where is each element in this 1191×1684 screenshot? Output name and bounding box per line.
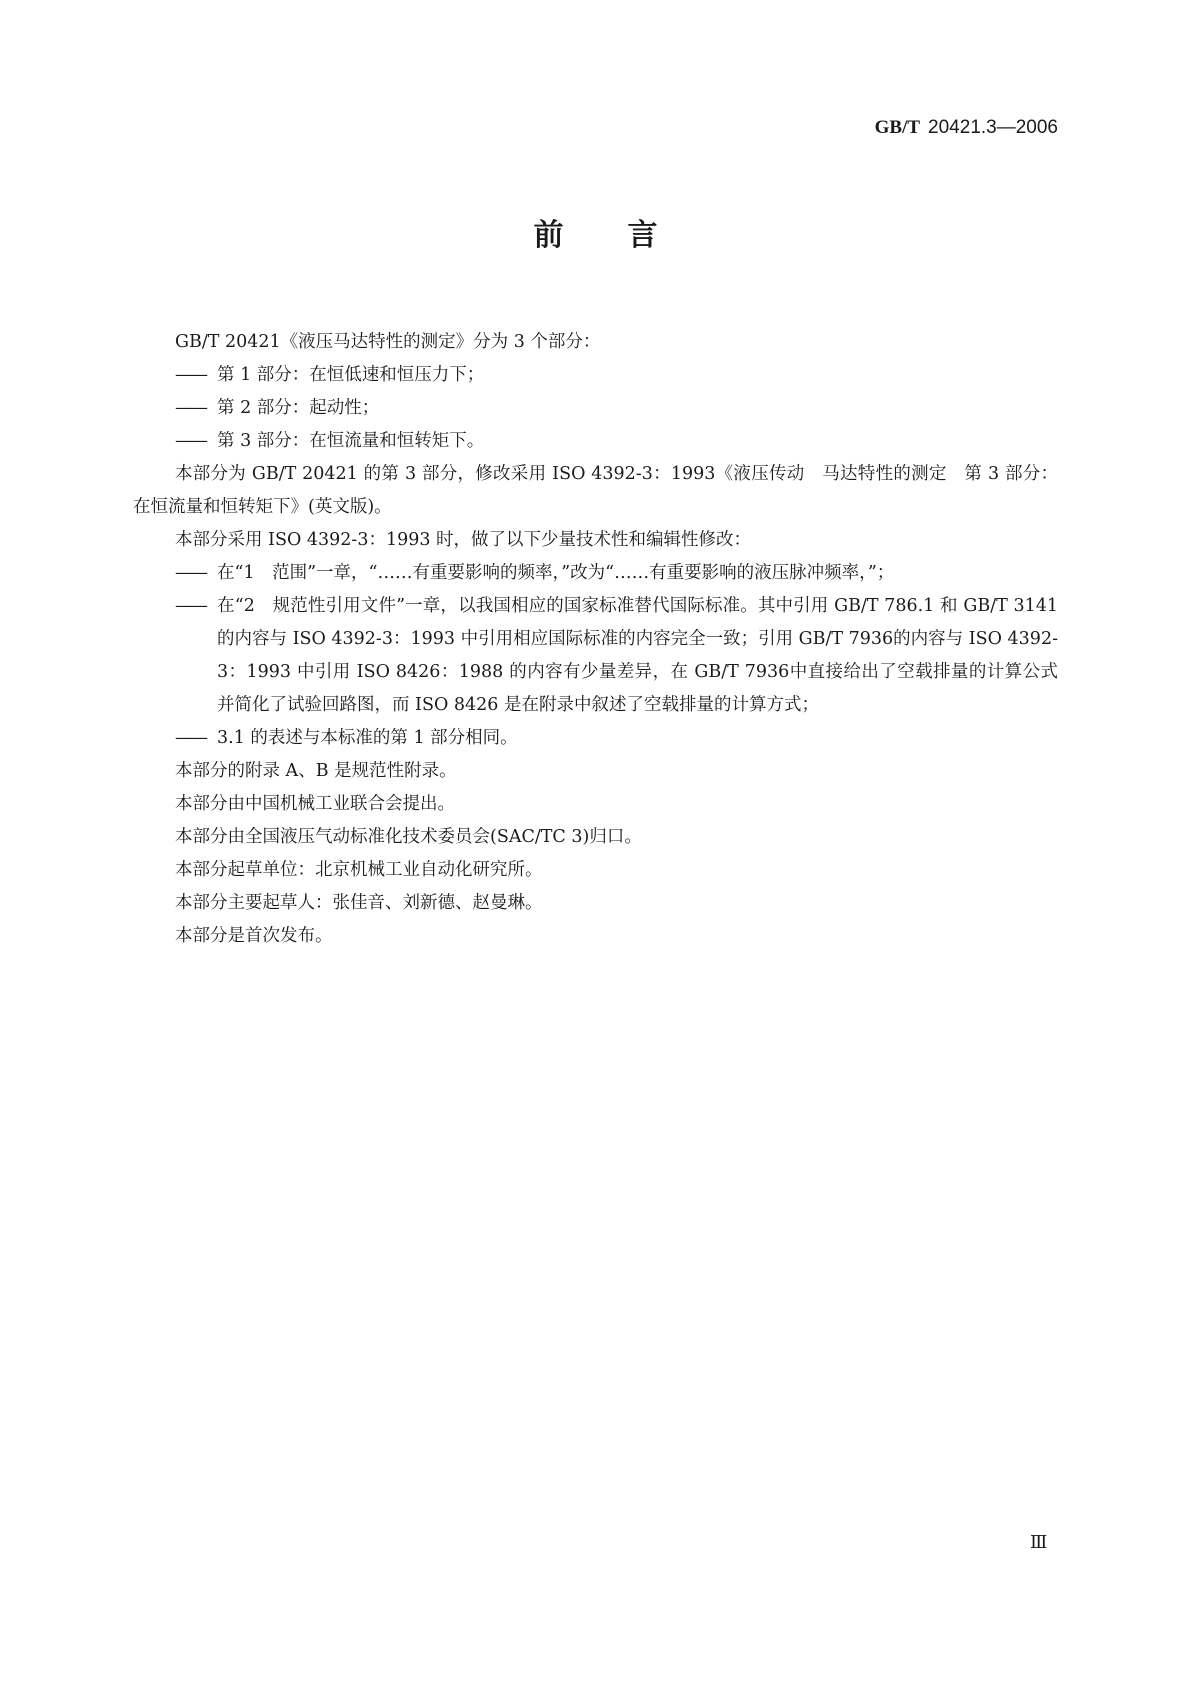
dash: —— xyxy=(175,728,206,748)
paragraph: 本部分是首次发布。 xyxy=(175,926,333,946)
list-item: —— 第 3 部分：在恒流量和恒转矩下。 xyxy=(175,425,1058,458)
paragraph: 本部分采用 ISO 4392-3：1993 时，做了以下少量技术性和编辑性修改： xyxy=(175,530,752,550)
dash: —— xyxy=(175,365,206,385)
list-item: —— 在“2 规范性引用文件”一章，以我国相应的国家标准替代国际标准。其中引用 GB/T 786.1 和 GB/T 3141 的内容与 ISO 4392-3：1993 中引用相应国际标准的内容完全一致；引用 GB/T 7936的内容与 ISO 4392-3：1993 中引用 ISO 8426：1988 的内容有少量差异，在 GB/T 7936中直接给出了空载排量的计算公式并简化了试验回路图，而 ISO 8426 是在附录中叙述了空载排量的计算方式； xyxy=(175,590,1058,722)
list-item: —— 第 1 部分：在恒低速和恒压力下； xyxy=(175,359,1058,392)
dash: —— xyxy=(175,398,206,418)
list-item: —— 在“1 范围”一章，“……有重要影响的频率，”改为“……有重要影响的液压脉冲频率，”； xyxy=(175,557,1058,590)
standard-code: 20421.3—2006 xyxy=(928,117,1058,138)
list-item: —— 第 2 部分：起动性； xyxy=(175,392,1058,425)
foreword-body xyxy=(133,326,1058,953)
paragraph: 本部分由中国机械工业联合会提出。 xyxy=(175,794,455,814)
paragraph: 本部分的附录 A、B 是规范性附录。 xyxy=(175,761,457,781)
list-item: —— 3.1 的表述与本标准的第 1 部分相同。 xyxy=(175,722,1058,755)
standard-number-header xyxy=(875,116,1058,139)
title-char-1: 前 xyxy=(533,218,564,253)
paragraph: 本部分为 GB/T 20421 的第 3 部分，修改采用 ISO 4392-3：1993《液压传动 马达特性的测定 第 3 部分：在恒流量和恒转矩下》(英文版)。 xyxy=(133,464,1058,517)
dash: —— xyxy=(175,596,206,616)
page-number: Ⅲ xyxy=(1030,1532,1048,1552)
standard-prefix: GB/T xyxy=(874,117,921,138)
dash: —— xyxy=(175,563,206,583)
paragraph: 本部分主要起草人：张佳音、刘新德、赵曼琳。 xyxy=(175,893,543,913)
paragraph: GB/T 20421《液压马达特性的测定》分为 3 个部分： xyxy=(175,332,601,352)
page-title xyxy=(0,210,1191,254)
paragraph: 本部分起草单位：北京机械工业自动化研究所。 xyxy=(175,860,543,880)
paragraph: 本部分由全国液压气动标准化技术委员会(SAC/TC 3)归口。 xyxy=(175,827,642,847)
dash: —— xyxy=(175,431,206,451)
title-char-2: 言 xyxy=(627,218,658,253)
